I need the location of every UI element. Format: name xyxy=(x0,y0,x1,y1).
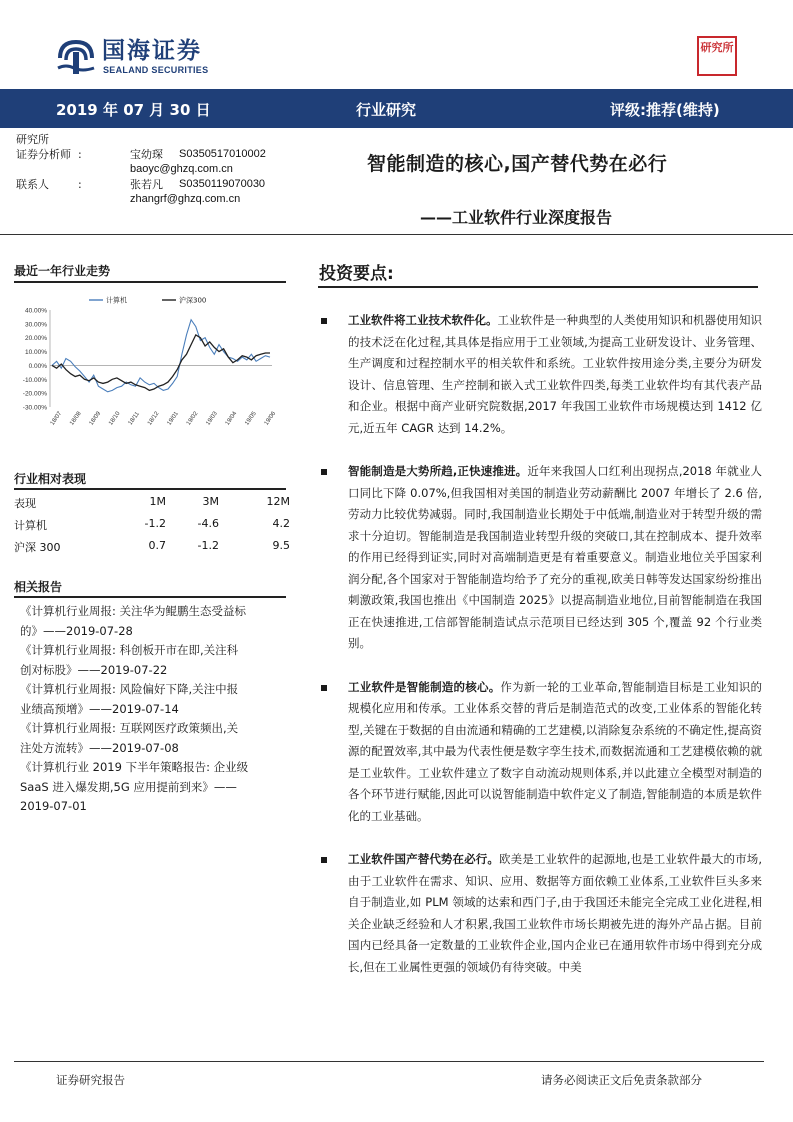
related-report-line[interactable]: 《计算机行业周报: 风险偏好下降,关注中报 xyxy=(20,682,239,696)
x-tick-label: 19/04 xyxy=(224,410,239,427)
performance-title-rule xyxy=(14,488,286,490)
header-bar xyxy=(0,89,793,128)
analyst-id: S0350517010002 xyxy=(179,148,266,160)
logo-english-name: SEALAND SECURITIES xyxy=(103,65,209,75)
point-headline: 工业软件是智能制造的核心。 xyxy=(348,679,501,694)
point-headline: 智能制造是大势所趋,正快速推进。 xyxy=(348,464,528,478)
y-tick-label: -30.00% xyxy=(22,404,47,412)
related-report-line[interactable]: 《计算机行业周报: 关注华为鲲鹏生态受益标 xyxy=(20,604,247,618)
x-tick-label: 19/02 xyxy=(185,410,200,427)
contact-label: 联系人 xyxy=(16,178,49,191)
legend-label: 沪深300 xyxy=(179,296,207,305)
point-body: 欧美是工业软件的起源地,也是工业软件最大的市场,由于工业软件在需求、知识、应用、数据等方面依赖工业体系,工业软件巨头多来自于制造业,如 PLM 领域的达索和西门子,由于我国还未能完全完成工业化进程,相关企业缺乏经验和人才积累,我国工业软件市场长期被先进的海外产品占据。目前国内已经具备一定数量的工业软件企业,国内企业已在通用软件市场中得到充分成长,但在工业属性更强的领域仍有待突破。中美 xyxy=(348,852,762,974)
point-headline: 工业软件国产替代势在必行。 xyxy=(348,852,500,866)
bullet-square-icon xyxy=(321,685,327,691)
seal-text: 研究所 xyxy=(700,41,734,54)
table-header-cell: 3M xyxy=(202,495,219,508)
analyst-colon: : xyxy=(78,148,82,161)
contact-colon: : xyxy=(78,178,82,191)
report-main-title: 智能制造的核心,国产替代势在必行 xyxy=(367,153,668,175)
related-reports-title: 相关报告 xyxy=(14,580,63,594)
report-date: 2019 年 07 月 30 日 xyxy=(56,101,211,119)
table-cell: -4.6 xyxy=(197,517,219,530)
x-tick-label: 18/09 xyxy=(88,410,103,427)
trend-title: 最近一年行业走势 xyxy=(14,264,111,278)
related-reports-rule xyxy=(14,596,286,598)
x-tick-label: 18/07 xyxy=(49,410,64,427)
point-body: 工业软件是一种典型的人类使用知识和机器使用知识的技术泛在化过程,其具体是指应用于工业领域,为提高工业研发设计、业务管理、生产调度和过程控制水平的相关软件和系统。工业软件按用途分类,主要分为研发设计、信息管理、生产控制和嵌入式工业软件四类,每类工业软件均有其代表产品和企业。根据中商产业研究院数据,2017 年我国工业软件市场规模达到 1412 亿元,近五年 CAGR 达到 14.2%。 xyxy=(348,313,762,435)
contact-name: 张若凡 xyxy=(130,178,163,191)
x-tick-label: 19/05 xyxy=(244,410,258,427)
y-tick-label: 30.00% xyxy=(24,321,47,329)
footer-disclaimer: 请务必阅读正文后免责条款部分 xyxy=(541,1073,702,1087)
trend-title-rule xyxy=(14,281,286,283)
table-row xyxy=(14,536,290,558)
table-header-cell: 1M xyxy=(149,495,166,508)
analyst-label: 证券分析师 xyxy=(16,148,71,161)
point-body: 作为新一轮的工业革命,智能制造目标是工业知识的规模化应用和传承。工业体系交替的背后是制造范式的改变,工业体系的智能化转型,关键在于数据的自由流通和精确的工艺建模,以消除复杂系统的不确定性,提高资源的配置效率,其中最为代表性便是数字孪生技术,而数据流通和工艺建模依赖的就是工业软件。工业软件建立了数字自动流动规则体系,并以此建立全模型对制造的各个环节进行赋能,因此可以说智能制造中软件定义了制造,智能制造的本质是软件化的工业基础。 xyxy=(348,679,763,823)
y-tick-label: 40.00% xyxy=(24,307,47,315)
point-headline: 工业软件将工业技术软件化。 xyxy=(348,313,498,327)
table-cell: 4.2 xyxy=(272,517,290,530)
legend-label: 计算机 xyxy=(106,296,127,305)
analyst-info xyxy=(16,132,316,207)
institute-label: 研究所 xyxy=(16,133,49,146)
company-logo xyxy=(56,38,228,78)
related-reports-list xyxy=(20,602,300,817)
research-institute-seal xyxy=(697,36,737,76)
table-header-cell: 表现 xyxy=(14,497,36,510)
investment-heading-rule xyxy=(318,286,758,288)
investment-point xyxy=(318,310,762,439)
bullet-square-icon xyxy=(321,857,327,863)
performance-table xyxy=(14,492,290,558)
x-tick-label: 19/01 xyxy=(166,410,180,427)
table-cell: 计算机 xyxy=(14,519,47,532)
investment-heading: 投资要点: xyxy=(319,264,394,284)
bullet-square-icon xyxy=(321,469,327,475)
table-header-row xyxy=(14,492,290,514)
y-tick-label: -10.00% xyxy=(22,376,47,384)
investment-point xyxy=(318,849,762,978)
x-tick-label: 18/10 xyxy=(108,410,122,427)
related-report-line[interactable]: 《计算机行业周报: 科创板开市在即,关注科 xyxy=(20,643,239,657)
investment-point xyxy=(318,461,762,655)
header-divider xyxy=(0,234,793,235)
y-tick-label: -20.00% xyxy=(22,390,47,398)
analyst-email[interactable]: baoyc@ghzq.com.cn xyxy=(130,163,233,175)
sealand-logo-icon xyxy=(56,38,96,76)
table-header-cell: 12M xyxy=(266,495,290,508)
x-tick-label: 18/08 xyxy=(69,410,83,427)
report-category: 行业研究 xyxy=(356,101,417,119)
x-tick-label: 18/11 xyxy=(127,411,141,427)
related-report-line[interactable]: 创对标股》——2019-07-22 xyxy=(20,662,168,677)
footer-left: 证券研究报告 xyxy=(56,1073,125,1087)
footer-divider xyxy=(14,1061,764,1062)
related-report-line[interactable]: 业绩高预增》——2019-07-14 xyxy=(20,701,179,716)
x-tick-label: 19/06 xyxy=(263,410,278,427)
report-subtitle: ——工业软件行业深度报告 xyxy=(420,208,613,227)
investment-point xyxy=(318,677,762,828)
investment-points xyxy=(318,310,762,1000)
related-report-line[interactable]: 的》——2019-07-28 xyxy=(20,623,133,638)
performance-title: 行业相对表现 xyxy=(14,472,87,486)
related-report-line[interactable]: 《计算机行业 2019 下半年策略报告: 企业级 xyxy=(20,760,249,774)
related-report-line[interactable]: 2019-07-01 xyxy=(20,799,87,813)
contact-email[interactable]: zhangrf@ghzq.com.cn xyxy=(130,193,241,205)
report-rating: 评级:推荐(维持) xyxy=(610,101,720,119)
related-report-line[interactable]: 《计算机行业周报: 互联网医疗政策频出,关 xyxy=(20,721,239,735)
related-report-line[interactable]: 注处方流转》——2019-07-08 xyxy=(20,740,179,755)
analyst-name: 宝幼琛 xyxy=(130,148,163,161)
series-line xyxy=(52,335,270,391)
table-cell: 9.5 xyxy=(272,539,290,552)
y-tick-label: 0.00% xyxy=(28,362,47,370)
point-body: 近年来我国人口红利出现拐点,2018 年就业人口同比下降 0.07%,但我国相对美国的制造业劳动薪酬比 2007 年增长了 2.6 倍,劳动力比较优势减弱。同时,我国制造业长期处于中低端,制造业对于转型升级的需求十分迫切。智能制造是我国制造业转型升级的突破口,其在控制成本、提升效率的作用已经得到证实,同时对高端制造更是有着重要意义。制造业地位关乎国家利润分配,各个国家对于智能制造均给予了充分的重视,欧美日韩等发达国家纷纷推出刺激政策,我国也推出《中国制造 2025》以提高制造业地位,目前智能制造在我国正在快速推进,工信部智能制造试点示范项目已经达到 305 个,覆盖 92 个行业类别。 xyxy=(348,464,763,650)
x-tick-label: 18/12 xyxy=(146,410,161,427)
series-line xyxy=(52,320,270,392)
contact-id: S0350119070030 xyxy=(179,178,266,190)
y-tick-label: 20.00% xyxy=(24,335,47,343)
table-row xyxy=(14,514,290,536)
industry-trend-chart xyxy=(14,292,286,442)
table-cell: 沪深 300 xyxy=(14,541,61,554)
y-tick-label: 10.00% xyxy=(24,349,47,357)
table-cell: -1.2 xyxy=(197,539,219,552)
table-cell: 0.7 xyxy=(148,539,166,552)
table-cell: -1.2 xyxy=(144,517,166,530)
related-report-line[interactable]: SaaS 进入爆发期,5G 应用提前到来》—— xyxy=(20,779,237,794)
x-tick-label: 19/03 xyxy=(205,410,219,427)
bullet-square-icon xyxy=(321,318,327,324)
logo-chinese-name: 国海证券 xyxy=(102,38,202,64)
